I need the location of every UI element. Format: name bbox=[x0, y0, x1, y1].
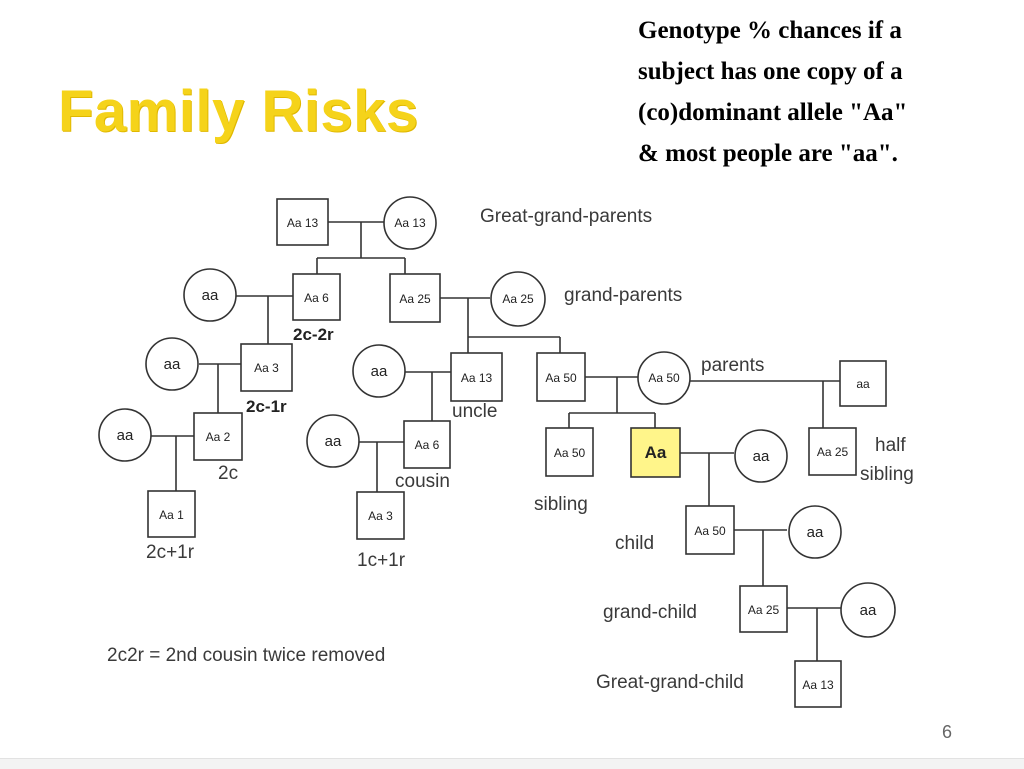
svg-text:Aa 50: Aa 50 bbox=[545, 371, 577, 385]
label-sibling: sibling bbox=[534, 494, 588, 515]
svg-text:aa: aa bbox=[752, 448, 770, 465]
circle-node bbox=[146, 338, 198, 390]
label-2c-2r: 2c-2r bbox=[293, 325, 334, 344]
svg-text:aa: aa bbox=[116, 427, 134, 444]
label-grand-child: grand-child bbox=[603, 602, 697, 623]
svg-text:Aa 50: Aa 50 bbox=[694, 524, 726, 538]
label-2c: 2c bbox=[218, 463, 239, 484]
square-node bbox=[809, 428, 856, 475]
svg-text:Aa 25: Aa 25 bbox=[399, 292, 431, 306]
note-line: subject has one copy of a bbox=[638, 58, 903, 85]
circle-node bbox=[353, 345, 405, 397]
square-node bbox=[148, 491, 195, 537]
square-node bbox=[686, 506, 734, 554]
svg-text:Aa: Aa bbox=[644, 443, 667, 462]
svg-text:aa: aa bbox=[324, 433, 342, 450]
svg-text:aa: aa bbox=[806, 524, 824, 541]
svg-text:Aa 13: Aa 13 bbox=[460, 371, 493, 385]
pedigree-individuals bbox=[99, 197, 895, 707]
bottom-rule bbox=[0, 758, 1024, 769]
svg-text:Aa 6: Aa 6 bbox=[304, 291, 329, 305]
square-node bbox=[451, 353, 502, 401]
svg-text:Aa 13: Aa 13 bbox=[802, 678, 834, 692]
circle-node bbox=[735, 430, 787, 482]
circle-node bbox=[99, 409, 151, 461]
square-node bbox=[546, 428, 593, 476]
label-great-grand-child: Great-grand-child bbox=[596, 672, 744, 693]
svg-text:aa: aa bbox=[859, 602, 877, 619]
square-node bbox=[357, 492, 404, 539]
square-node bbox=[537, 353, 585, 401]
svg-text:Aa 3: Aa 3 bbox=[368, 509, 393, 523]
svg-text:aa: aa bbox=[201, 287, 219, 304]
circle-node bbox=[789, 506, 841, 558]
label-1c-plus-1r: 1c+1r bbox=[357, 550, 406, 571]
svg-text:aa: aa bbox=[163, 356, 181, 373]
square-node bbox=[194, 413, 242, 460]
square-node bbox=[241, 344, 292, 391]
svg-text:Aa 50: Aa 50 bbox=[648, 371, 680, 385]
label-2c-plus-1r: 2c+1r bbox=[146, 542, 195, 563]
label-grand-parents: grand-parents bbox=[564, 285, 683, 306]
square-node-highlighted bbox=[631, 428, 680, 477]
square-node bbox=[277, 199, 328, 245]
circle-node bbox=[841, 583, 895, 637]
square-node bbox=[404, 421, 450, 468]
square-node bbox=[390, 274, 440, 322]
square-node bbox=[840, 361, 886, 406]
square-node bbox=[293, 274, 340, 320]
label-great-grand-parents: Great-grand-parents bbox=[480, 206, 653, 227]
square-node bbox=[740, 586, 787, 632]
svg-text:Aa 50: Aa 50 bbox=[553, 446, 586, 460]
svg-text:aa: aa bbox=[856, 377, 870, 391]
svg-text:Aa 2: Aa 2 bbox=[205, 430, 231, 444]
label-child: child bbox=[615, 533, 655, 554]
label-uncle: uncle bbox=[452, 401, 498, 422]
page-number: 6 bbox=[942, 722, 953, 742]
circle-node bbox=[491, 272, 545, 326]
label-half-sibling: sibling bbox=[860, 464, 914, 485]
label-parents: parents bbox=[701, 355, 765, 376]
note-line: & most people are "aa". bbox=[638, 140, 898, 167]
svg-text:Aa 25: Aa 25 bbox=[816, 445, 849, 459]
circle-node bbox=[307, 415, 359, 467]
svg-text:Aa 1: Aa 1 bbox=[159, 508, 184, 522]
svg-text:Aa 6: Aa 6 bbox=[414, 438, 440, 452]
label-half: half bbox=[875, 435, 906, 456]
note-line: Genotype % chances if a bbox=[638, 17, 902, 44]
svg-text:Aa 13: Aa 13 bbox=[286, 216, 319, 230]
circle-node bbox=[384, 197, 436, 249]
legend-note: 2c2r = 2nd cousin twice removed bbox=[107, 645, 386, 666]
slide-title: Family Risks bbox=[58, 79, 419, 144]
note-line: (co)dominant allele "Aa" bbox=[638, 99, 908, 126]
svg-text:Aa 13: Aa 13 bbox=[394, 216, 426, 230]
svg-text:Aa 3: Aa 3 bbox=[254, 361, 279, 375]
circle-node bbox=[638, 352, 690, 404]
svg-text:Aa 25: Aa 25 bbox=[747, 603, 780, 617]
label-cousin: cousin bbox=[395, 471, 450, 492]
label-2c-1r: 2c-1r bbox=[246, 397, 287, 416]
circle-node bbox=[184, 269, 236, 321]
svg-text:aa: aa bbox=[370, 363, 388, 380]
square-node bbox=[795, 661, 841, 707]
svg-text:Aa 25: Aa 25 bbox=[502, 292, 534, 306]
